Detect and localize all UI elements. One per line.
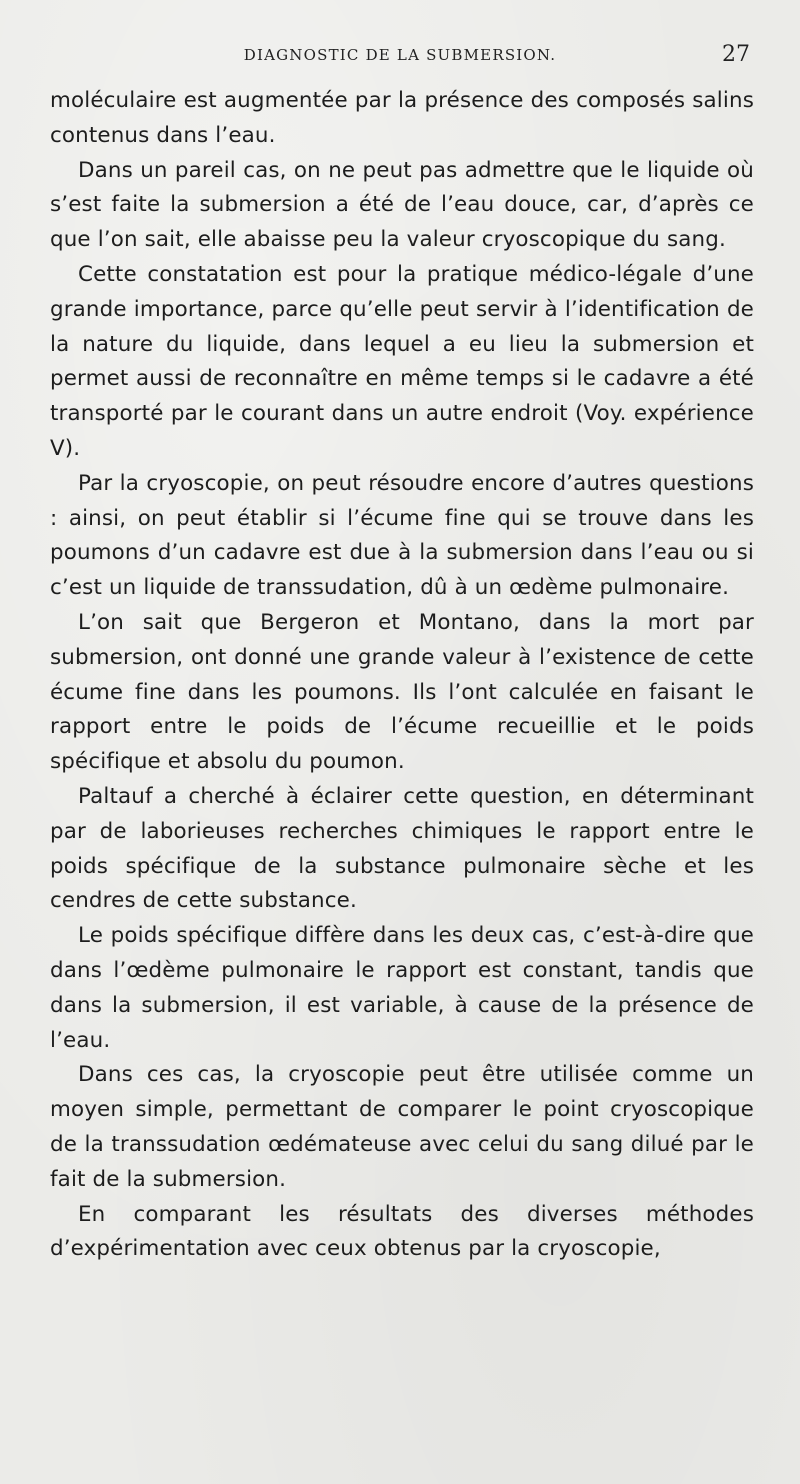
running-head: DIAGNOSTIC DE LA SUBMERSION. <box>243 46 557 64</box>
page-number: 27 <box>722 42 750 67</box>
paragraph-comparant: En comparant les résultats des diverses méthodes d’expérimentation avec ceux obtenus par la cryoscopie, <box>50 1201 754 1262</box>
paragraph-continuation: moléculaire est augmentée par la présence des composés salins contenus dans l’eau. <box>50 88 754 148</box>
paragraph-cryoscopie-questions: Par la cryoscopie, on peut résoudre encore d’autres questions : ainsi, on peut établir si l’écume fine qui se trouve dans les poumons d’un cadavre est due à la submersion dans l’eau ou si c’est un liquide de transsudation, dû à un œdème pulmonaire. <box>50 470 754 601</box>
paragraph-paltauf: Paltauf a cherché à éclairer cette question, en déterminant par de laborieuses recherches chimiques le rapport entre le poids spécifique de la substance pulmonaire sèche et les cendres de cette substance. <box>50 783 754 914</box>
page-header <box>50 42 750 72</box>
paragraph-bergeron-montano: L’on sait que Bergeron et Montano, dans la mort par submersion, ont donné une grande valeur à l’existence de cette écume fine dans les poumons. Ils l’ont calculée en faisant le rapport entre le poids de l’écume recueillie et le poids spécifique et absolu du poumon. <box>50 609 754 775</box>
body-text <box>50 84 754 1267</box>
paragraph-eau-douce: Dans un pareil cas, on ne peut pas admettre que le liquide où s’est faite la submersion a été de l’eau douce, car, d’après ce que l’on sait, elle abaisse peu la valeur cryoscopique du sang. <box>50 157 754 253</box>
paragraph-constatation: Cette constatation est pour la pratique médico-légale d’une grande importance, parce qu’elle peut servir à l’identification de la nature du liquide, dans lequel a eu lieu la submersion et permet aussi de reconnaître en même temps si le cadavre a été transporté par le courant dans un autre endroit (Voy. expérience V). <box>50 261 754 461</box>
paragraph-moyen-simple: Dans ces cas, la cryoscopie peut être utilisée comme un moyen simple, permettant de comparer le point cryoscopique de la transsudation œdémateuse avec celui du sang dilué par le fait de la submersion. <box>50 1062 754 1192</box>
paragraph-poids-specifique: Le poids spécifique diffère dans les deux cas, c’est-à-dire que dans l’œdème pulmonaire le rapport est constant, tandis que dans la submersion, il est variable, à cause de la présence de l’eau. <box>50 923 754 1053</box>
